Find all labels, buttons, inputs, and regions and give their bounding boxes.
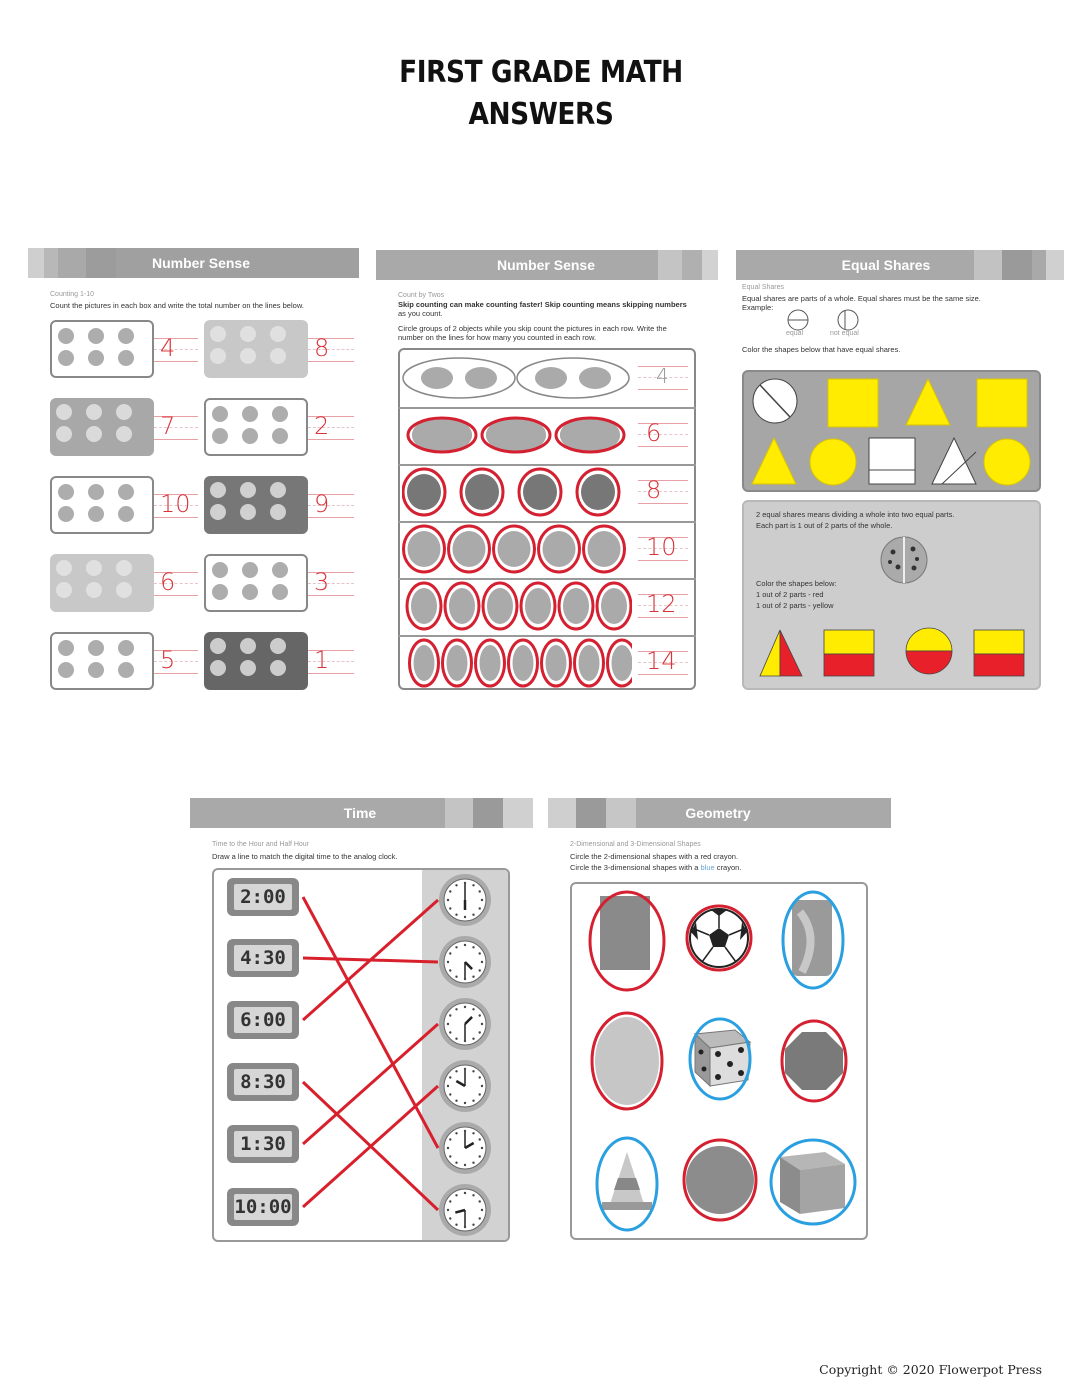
- skip-count-row: [402, 409, 632, 463]
- subtitle: Equal Shares: [742, 284, 785, 291]
- picture-box: [50, 476, 154, 534]
- instruction-2: Example:: [742, 303, 774, 312]
- octagon-2d: [785, 1032, 843, 1090]
- counting-objects: [206, 400, 306, 454]
- explain-2: Each part is 1 out of 2 parts of the whole.: [756, 521, 893, 530]
- count-answer: 9: [314, 490, 330, 518]
- panel-header: [736, 250, 1064, 280]
- triangle-shape: [906, 379, 950, 425]
- panel-header: [548, 798, 891, 828]
- skip-count-answer: 10: [646, 533, 677, 561]
- instruction-2a: Circle the 3-dimensional shapes with a: [570, 863, 699, 872]
- animal-picture: [411, 588, 437, 624]
- panel-header: [28, 248, 359, 278]
- soccer-ball-3d: [690, 909, 748, 967]
- example-not-equal-icon: [836, 308, 860, 332]
- square-shape: [869, 438, 915, 484]
- instruction-3: Color the shapes below that have equal shares.: [742, 345, 901, 354]
- header-label: Time: [343, 805, 377, 821]
- skip-count-row: [402, 637, 632, 691]
- animal-picture: [525, 588, 551, 624]
- equal-label: equal: [786, 330, 804, 337]
- counting-objects: [50, 398, 150, 452]
- animal-picture: [408, 531, 441, 567]
- geometry-panel: [548, 798, 891, 1248]
- header-label: Equal Shares: [841, 257, 931, 273]
- digital-time: 2:00: [234, 884, 292, 910]
- count-answer: 6: [160, 568, 176, 596]
- skip-count-row: [402, 352, 632, 406]
- animal-picture: [480, 645, 501, 681]
- count-answer: 10: [160, 490, 191, 518]
- picture-box: [204, 476, 308, 534]
- cookie-image: [878, 534, 930, 586]
- counting-objects: [52, 634, 152, 688]
- animal-picture: [546, 645, 567, 681]
- instruction-2: [570, 863, 741, 873]
- panel-header: [376, 250, 718, 280]
- example-answer: 4: [656, 364, 669, 388]
- animal-picture: [513, 645, 534, 681]
- header-label: Number Sense: [151, 255, 251, 271]
- picture-box: [204, 398, 308, 456]
- example-equal-icon: [786, 308, 810, 332]
- circle-red-yellow: [906, 628, 952, 651]
- digital-time: 10:00: [234, 1196, 292, 1218]
- circle-2d: [686, 1146, 754, 1214]
- animal-picture: [498, 531, 531, 567]
- counting-objects: [52, 322, 152, 376]
- instruction-2c: crayon.: [716, 863, 742, 872]
- animal-picture: [543, 531, 576, 567]
- animal-picture: [487, 588, 513, 624]
- picture-box: [50, 554, 154, 612]
- counting-objects: [206, 556, 306, 610]
- animal-picture: [523, 474, 557, 510]
- picture-box: [204, 554, 308, 612]
- animal-picture: [414, 645, 435, 681]
- digital-clock: [227, 878, 299, 916]
- instruction: Count the pictures in each box and write the total number on the lines below.: [50, 301, 304, 310]
- subtitle: Time to the Hour and Half Hour: [212, 841, 310, 848]
- skip-count-row: [402, 523, 632, 577]
- rectangle-2d: [600, 896, 650, 970]
- color-instruction-1: Color the shapes below:: [756, 579, 837, 588]
- counting-objects: [52, 478, 152, 532]
- header-label: Number Sense: [496, 257, 596, 273]
- animal-picture: [563, 588, 589, 624]
- picture-box: [50, 320, 154, 378]
- color-instruction-3: 1 out of 2 parts - yellow: [756, 601, 834, 610]
- not-equal-label: not equal: [830, 330, 859, 337]
- skip-count-answer: 8: [646, 476, 662, 504]
- digital-clock: [227, 1063, 299, 1101]
- animal-picture: [588, 531, 621, 567]
- instruction: Draw a line to match the digital time to the analog clock.: [212, 852, 398, 861]
- animal-picture: [449, 588, 475, 624]
- title-line-2: ANSWERS: [468, 97, 614, 132]
- example-group-oval: [517, 358, 629, 398]
- instruction-4: number on the lines for how many you counted in each row.: [398, 333, 597, 342]
- animal-picture: [579, 645, 600, 681]
- instruction-1: Skip counting can make counting faster! Skip counting means skipping numbers: [398, 300, 687, 309]
- explain-1: 2 equal shares means dividing a whole into two equal parts.: [756, 510, 955, 519]
- coloured-shapes: [742, 620, 1041, 680]
- oval-2d: [595, 1017, 659, 1105]
- instruction-1: Equal shares are parts of a whole. Equal shares must be the same size.: [742, 294, 981, 303]
- instruction-blue-word: blue: [700, 863, 715, 872]
- skip-count-row: [402, 466, 632, 520]
- cube-3d: [780, 1152, 845, 1214]
- count-answer: 7: [160, 412, 176, 440]
- page-title: [0, 52, 1082, 136]
- skip-count-panel: [376, 250, 718, 695]
- rectangle-red-yellow: [974, 630, 1024, 654]
- digital-time: 6:00: [234, 1007, 292, 1033]
- turtle-picture: [535, 367, 567, 389]
- counting-objects: [50, 554, 150, 608]
- count-answer: 2: [314, 412, 330, 440]
- match-line: [303, 897, 438, 1148]
- digital-clock: [227, 1188, 299, 1226]
- animal-picture: [447, 645, 468, 681]
- skip-count-answer: 6: [646, 419, 662, 447]
- header-label: Geometry: [685, 805, 751, 821]
- title-line-1: FIRST GRADE MATH: [399, 55, 683, 90]
- equal-shares-shapes: [742, 370, 1041, 492]
- square-shape: [977, 379, 1027, 427]
- animal-picture: [453, 531, 486, 567]
- digital-clock: [227, 1001, 299, 1039]
- picture-box: [204, 320, 308, 378]
- picture-box: [50, 632, 154, 690]
- geometry-shapes: [570, 882, 868, 1240]
- triangle-shape: [932, 438, 976, 484]
- dice-3d: [695, 1030, 750, 1086]
- time-panel: [190, 798, 533, 1248]
- turtle-picture: [421, 367, 453, 389]
- animal-picture: [407, 474, 441, 510]
- count-answer: 3: [314, 568, 330, 596]
- counting-objects: [204, 632, 304, 686]
- count-answer: 5: [160, 646, 176, 674]
- skip-count-answer: 14: [646, 647, 677, 675]
- counting-objects: [204, 320, 304, 374]
- animal-picture: [465, 474, 499, 510]
- picture-box: [50, 398, 154, 456]
- instruction-1: Circle the 2-dimensional shapes with a red crayon.: [570, 852, 738, 861]
- digital-time: 8:30: [234, 1069, 292, 1095]
- instruction-3: Circle groups of 2 objects while you skip count the pictures in each row. Write the: [398, 324, 667, 333]
- square-shape: [828, 379, 878, 427]
- counting-panel: [28, 248, 359, 698]
- skip-count-row: [402, 580, 632, 634]
- square-red-yellow: [824, 630, 874, 654]
- count-answer: 1: [314, 646, 330, 674]
- count-answer: 8: [314, 334, 330, 362]
- counting-objects: [204, 476, 304, 530]
- animal-picture: [612, 645, 633, 681]
- animal-picture: [581, 474, 615, 510]
- subtitle: Counting 1-10: [50, 291, 94, 298]
- skip-count-answer: 12: [646, 590, 677, 618]
- color-instruction-2: 1 out of 2 parts - red: [756, 590, 824, 599]
- match-line: [303, 1024, 438, 1144]
- cone-3d: [602, 1152, 652, 1210]
- digital-clock: [227, 939, 299, 977]
- turtle-picture: [579, 367, 611, 389]
- triangle-shape: [752, 438, 796, 484]
- subtitle: 2-Dimensional and 3-Dimensional Shapes: [570, 841, 701, 848]
- instruction-2: as you count.: [398, 309, 443, 318]
- digital-clock: [227, 1125, 299, 1163]
- animal-picture: [601, 588, 627, 624]
- copyright-footer: Copyright © 2020 Flowerpot Press: [819, 1362, 1042, 1377]
- triangle-red-yellow: [760, 630, 780, 676]
- turtle-picture: [465, 367, 497, 389]
- equal-shares-panel: [736, 250, 1064, 695]
- subtitle: Count by Twos: [398, 292, 445, 299]
- digital-time: 1:30: [234, 1131, 292, 1157]
- circle-shape: [810, 439, 856, 485]
- circle-shape: [984, 439, 1030, 485]
- example-group-oval: [403, 358, 515, 398]
- digital-time: 4:30: [234, 945, 292, 971]
- picture-box: [204, 632, 308, 690]
- count-answer: 4: [160, 334, 176, 362]
